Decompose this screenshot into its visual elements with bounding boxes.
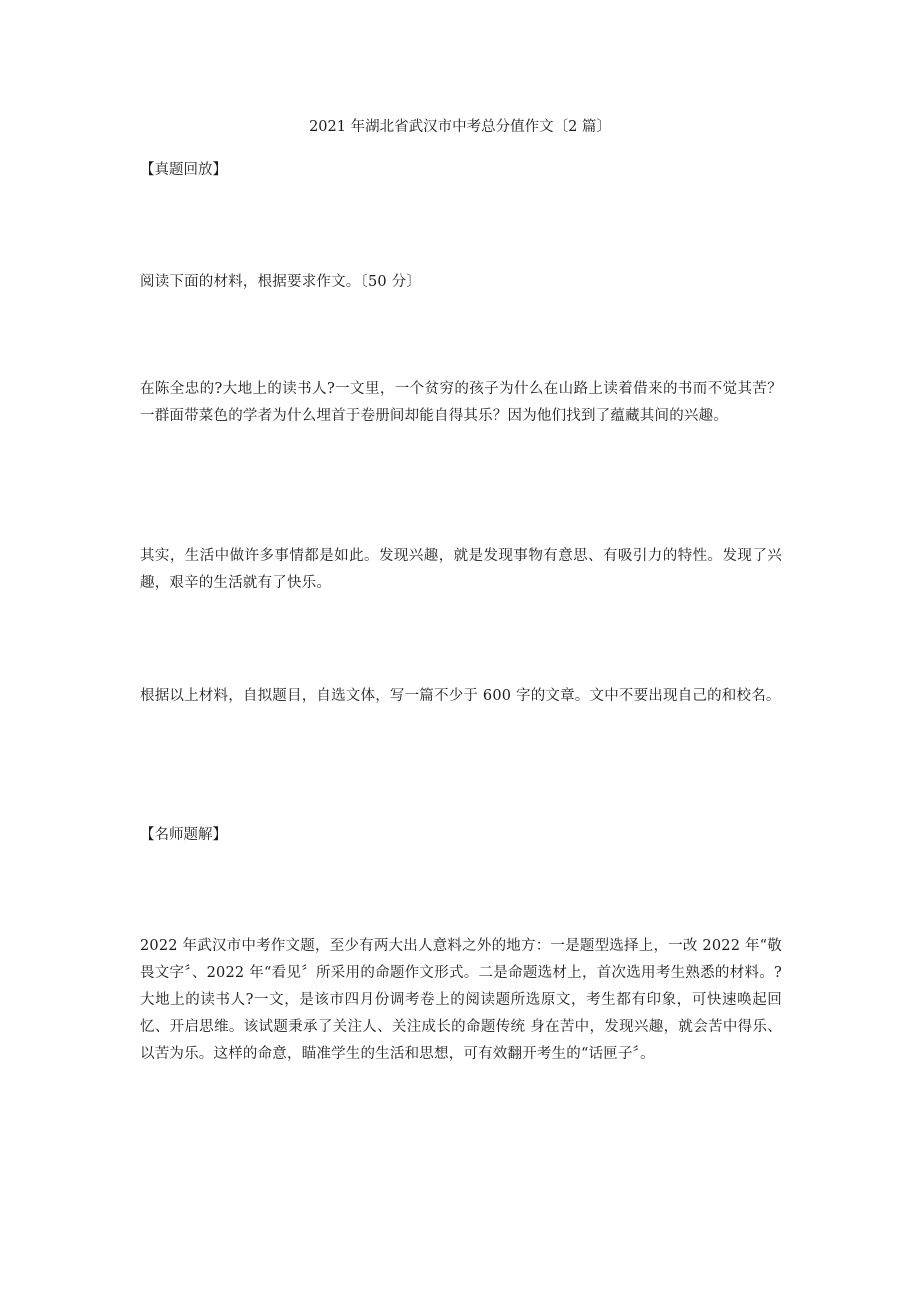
document-title: 2021 年湖北省武汉市中考总分值作文〔2 篇〕 [309, 119, 611, 135]
section-heading-teacher-analysis: 【名师题解】 [140, 827, 227, 843]
analysis-paragraph: 2022 年武汉市中考作文题，至少有两大出人意料之外的地方：一是题型选择上，一改 2022 年“敬畏文字〞、2022 年“看见〞所采用的命题作文形式。二是命题选材上，首次选用考生熟悉的材料。?大地上的读书人?一文，是该市四月份调考卷上的阅读题所选原文，考生都有印象，可快速唤起回忆、开启思维。该试题秉承了关注人、关注成长的命题传统 身在苦中，发现兴趣，就会苦中得乐、以苦为乐。这样的命意，瞄准学生的生活和思想，可有效翻开考生的“话匣子〞。 [140, 938, 782, 1062]
requirement-paragraph: 根据以上材料，自拟题目，自选文体，写一篇不少于 600 字的文章。文中不要出现自己的和校名。 [140, 688, 781, 704]
section-heading-exam-review: 【真题回放】 [140, 162, 227, 178]
material-paragraph-2: 其实，生活中做许多事情都是如此。发现兴趣，就是发现事物有意思、有吸引力的特性。发现了兴趣，艰辛的生活就有了快乐。 [140, 548, 782, 591]
material-paragraph-1: 在陈全忠的?大地上的读书人?一文里，一个贫穷的孩子为什么在山路上读着借来的书而不觉其苦？一群面带菜色的学者为什么埋首于卷册间却能自得其乐？因为他们找到了蕴藏其间的兴趣。 [140, 381, 782, 424]
instruction-paragraph: 阅读下面的材料，根据要求作文。〔50 分〕 [140, 274, 422, 290]
